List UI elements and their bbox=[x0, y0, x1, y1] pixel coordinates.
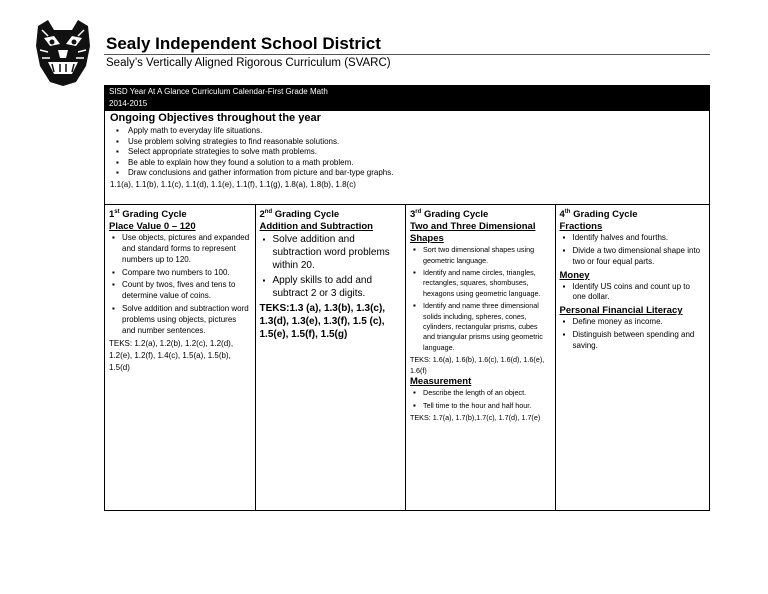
header-rule bbox=[104, 54, 710, 55]
cycle-4-column bbox=[556, 205, 709, 510]
cycle-4-list bbox=[560, 233, 705, 267]
list-item: ▪ Count by twos, fives and tens to determine value of coins. bbox=[109, 280, 251, 302]
cycle-4-list-money bbox=[560, 282, 705, 304]
list-item: ▪ Solve addition and subtraction word problems within 20. bbox=[260, 233, 402, 272]
list-item: ▪ Sort two dimensional shapes using geometric language. bbox=[410, 245, 551, 266]
cycle-2-list bbox=[260, 233, 402, 300]
cycle-4-list-financial-literacy bbox=[560, 317, 705, 351]
list-item: ▪ Distinguish between spending and saving. bbox=[560, 330, 705, 352]
cycle-4-topic-financial-literacy: Personal Financial Literacy bbox=[559, 305, 683, 317]
cycle-3-list-measurement bbox=[410, 388, 551, 411]
list-item: ▪ Identify and name circles, triangles, rectangles, squares, shombuses, hexagons using geometric language. bbox=[410, 268, 551, 299]
cycle-1-teks: TEKS: 1.2(a), 1.2(b), 1.2(c), 1.2(d), 1.2(e), 1.2(f), 1.4(c), 1.5(a), 1.5(b), 1.5(d) bbox=[109, 339, 234, 373]
cycle-2-teks: TEKS:1.3 (a), 1.3(b), 1.3(c), 1.3(d), 1.3(e), 1.3(f), 1.5 (c), 1.5(e), 1.5(f), 1.5(g) bbox=[259, 303, 386, 341]
ongoing-teks: 1.1(a), 1.1(b), 1.1(c), 1.1(d), 1.1(e), 1.1(f), 1.1(g), 1.8(a), 1.8(b), 1.8(c) bbox=[110, 179, 356, 189]
school-year: 2014-2015 bbox=[109, 99, 148, 108]
calendar-title: SISD Year At A Glance Curriculum Calendar-First Grade Math bbox=[109, 87, 328, 96]
list-item: ▪ Describe the length of an object. bbox=[410, 388, 551, 398]
cycle-3-column bbox=[406, 205, 556, 510]
cycle-3-teks-measurement: TEKS: 1.7(a), 1.7(b),1.7(c), 1.7(d), 1.7(e) bbox=[410, 413, 541, 423]
cycle-2-topic: Addition and Subtraction bbox=[259, 221, 373, 233]
cycle-4-topic: Fractions bbox=[559, 221, 603, 233]
list-item: ▪ Solve addition and subtraction word problems using objects, pictures and number sentences. bbox=[109, 304, 251, 336]
list-item: ▪ Use problem solving strategies to find reasonable solutions. bbox=[110, 137, 704, 148]
list-item: ▪ Compare two numbers to 100. bbox=[109, 268, 251, 279]
list-item: ▪ Select appropriate strategies to solve math problems. bbox=[110, 147, 704, 158]
list-item: ▪ Be able to explain how they found a solution to a math problem. bbox=[110, 158, 704, 169]
cycle-2-heading: 2nd Grading Cycle bbox=[259, 209, 340, 221]
district-title: Sealy Independent School District bbox=[106, 34, 381, 53]
cycle-1-list bbox=[109, 233, 251, 336]
list-item: ▪ Identify halves and fourths. bbox=[560, 233, 705, 244]
cycle-3-teks: TEKS: 1.6(a), 1.6(b), 1.6(c), 1.6(d), 1.6(e), 1.6(f) bbox=[410, 355, 545, 375]
list-item: ▪ Use objects, pictures and expanded and standard forms to represent numbers up to 120. bbox=[109, 233, 251, 265]
list-item: ▪ Divide a two dimensional shape into two or four equal parts. bbox=[560, 246, 705, 268]
list-item: ▪ Draw conclusions and gather information from picture and bar-type graphs. bbox=[110, 168, 704, 179]
cycle-3-list bbox=[410, 245, 551, 353]
list-item: ▪ Apply skills to add and subtract 2 or 3 digits. bbox=[260, 274, 402, 300]
cycle-1-column bbox=[105, 205, 256, 510]
calendar-banner bbox=[104, 85, 710, 111]
curriculum-tagline: Sealy’s Vertically Aligned Rigorous Curriculum (SVARC) bbox=[106, 57, 391, 69]
ongoing-list bbox=[110, 126, 704, 179]
list-item: ▪ Tell time to the hour and half hour. bbox=[410, 401, 551, 411]
list-item: ▪ Apply math to everyday life situations. bbox=[110, 126, 704, 137]
cycle-1-heading: 1st Grading Cycle bbox=[109, 209, 187, 221]
ongoing-title: Ongoing Objectives throughout the year bbox=[110, 112, 321, 124]
cycle-3-heading: 3rd Grading Cycle bbox=[410, 209, 489, 221]
list-item: ▪ Identify and name three dimensional solids including, spheres, cones, cylinders, rectangular prisms, cubes and triangular prisms using geometric language. bbox=[410, 301, 551, 353]
list-item: ▪ Identify US coins and count up to one dollar. bbox=[560, 282, 705, 304]
cycle-1-topic: Place Value 0 – 120 bbox=[109, 221, 196, 233]
cycle-4-heading: 4th Grading Cycle bbox=[559, 209, 638, 221]
ongoing-objectives bbox=[104, 111, 710, 205]
cycle-3-topic: Two and Three Dimensional Shapes bbox=[410, 221, 536, 245]
cycle-2-column bbox=[256, 205, 407, 510]
grading-cycles-table bbox=[104, 205, 710, 511]
list-item: ▪ Define money as income. bbox=[560, 317, 705, 328]
tiger-logo bbox=[30, 16, 96, 88]
cycle-4-topic-money: Money bbox=[559, 269, 590, 281]
cycle-3-topic-measurement: Measurement bbox=[410, 376, 472, 388]
